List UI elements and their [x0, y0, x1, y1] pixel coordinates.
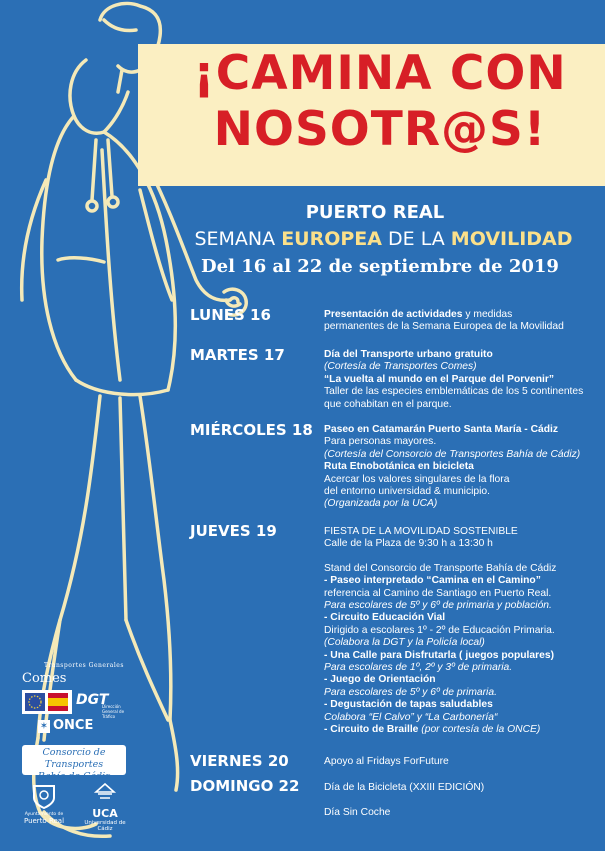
puerto-real-logo	[22, 782, 66, 834]
activity-title: - Juego de Orientación	[324, 674, 436, 686]
activity-note: (por cortesía de la ONCE)	[418, 724, 541, 736]
activity-title: FIESTA DE LA MOVILIDAD SOSTENIBLE	[324, 526, 518, 537]
activity-line: Calle de la Plaza de 9:30 h a 13:30 h	[324, 538, 493, 550]
activity-title: “La vuelta al mundo en el Parque del Porvenir”	[324, 373, 555, 385]
activity-line: Dirigido a escolares 1º - 2º de Educación Primaria.	[324, 624, 555, 636]
uca-logo	[80, 782, 130, 834]
activity-note: (Organizada por la UCA)	[324, 498, 438, 510]
activity-note: Para escolares de 5º y 6º de primaria.	[324, 686, 497, 698]
day-label-lunes: LUNES 16	[190, 306, 271, 324]
consorcio-logo-text: Bahía de Cádiz	[37, 771, 111, 782]
activity-note: Para escolares de 5º y 6º de primaria y población.	[324, 600, 552, 612]
consorcio-logo-text: Consorcio de Transportes	[42, 747, 106, 770]
activity-note: (Colabora la DGT y la Policía local)	[324, 637, 485, 649]
uca-emblem-icon	[92, 782, 118, 804]
day-label-jueves: JUEVES 19	[190, 522, 277, 540]
day-label-martes: MARTES 17	[190, 346, 285, 364]
comes-logo	[22, 660, 132, 690]
day-text-martes	[324, 349, 602, 411]
activity-note: Colabora “El Calvo” y “La Carbonería“	[324, 711, 498, 723]
title-line-2: NOSOTR@S!	[213, 102, 547, 157]
activity-line: permanentes de la Semana Europea de la Movilidad	[324, 321, 564, 333]
dgt-logo: DGT	[76, 692, 109, 708]
day-text-jueves	[324, 526, 602, 737]
comes-logo-text: Transportes Generales	[44, 662, 124, 669]
activity-title: - Paseo interpretado “Camina en el Camino”	[324, 575, 541, 587]
activity-title: Presentación de actividades	[324, 309, 463, 320]
title-line-1: ¡CAMINA CON	[193, 46, 567, 101]
activity-title: - Circuito de Braille	[324, 724, 419, 736]
activity-note: Para escolares de 1º, 2º y 3º de primaria.	[324, 662, 513, 674]
activity-title: - Circuito Educación Vial	[324, 612, 446, 624]
activity-line: y medidas	[462, 309, 513, 320]
activity-title: Ruta Etnobotánica en bicicleta	[324, 461, 474, 473]
event-name	[162, 228, 605, 250]
puerto-real-crest-icon	[30, 782, 58, 810]
once-logo-text: ONCE	[53, 718, 94, 733]
activity-title: Paseo en Catamarán Puerto Santa María - Cádiz	[324, 424, 559, 435]
day-label-miercoles: MIÉRCOLES 18	[190, 421, 313, 439]
uca-logo-subtitle: Universidad de Cádiz	[84, 820, 126, 832]
activity-line: referencia al Camino de Santiago en Puerto Real.	[324, 587, 552, 599]
activity-line: del entorno universidad & municipio.	[324, 486, 490, 498]
once-figure-icon: ✶	[39, 721, 49, 732]
poster-title	[155, 46, 605, 158]
puerto-real-logo-text: Puerto Real	[23, 817, 65, 825]
day-label-viernes: VIERNES 20	[190, 752, 289, 770]
event-name-part: MOVILIDAD	[450, 228, 573, 250]
day-text-miercoles	[324, 424, 602, 511]
uca-logo-text: UCA	[92, 807, 118, 820]
event-name-part: SEMANA	[194, 228, 282, 250]
dgt-subtitle: Dirección General de Tráfico	[102, 704, 125, 719]
activity-note: (Cortesía del Consorcio de Transportes Bahía de Cádiz)	[324, 448, 581, 460]
puerto-real-logo-text: Ayuntamiento de	[24, 812, 64, 817]
activity-title: - Degustación de tapas saludables	[324, 699, 493, 711]
event-dates: Del 16 al 22 de septiembre de 2019	[201, 256, 559, 277]
activity-line: Taller de las especies emblemáticas de los 5 continentes	[324, 386, 584, 398]
activity-note: (Cortesía de Transportes Comes)	[324, 361, 477, 373]
city-heading: PUERTO REAL	[305, 202, 445, 223]
eu-flag-icon	[22, 690, 72, 714]
activity-line: Stand del Consorcio de Transporte Bahía de Cádiz	[324, 562, 557, 574]
government-logos	[22, 690, 132, 719]
activity-line: Día de la Bicicleta	[324, 782, 407, 793]
comes-logo-text: Comes	[22, 671, 67, 686]
event-name-part: DE LA	[382, 228, 451, 250]
activity-title: Día del Transporte urbano gratuito	[324, 349, 493, 360]
activity-line: Acercar los valores singulares de la flora	[324, 473, 510, 485]
consorcio-logo	[22, 745, 126, 782]
day-text-domingo	[324, 782, 602, 820]
activity-line: Día Sin Coche	[324, 807, 391, 819]
day-label-domingo: DOMINGO 22	[190, 777, 300, 795]
activity-title: - Una Calle para Disfrutarla ( juegos populares)	[324, 649, 555, 661]
once-logo	[38, 718, 118, 734]
event-name-part: EUROPEA	[281, 228, 382, 250]
day-text-lunes	[324, 309, 602, 334]
day-text-viernes: Apoyo al Fridays ForFuture	[324, 756, 449, 767]
activity-line: que cohabitan en el parque.	[324, 398, 452, 410]
activity-line: (XXIII EDICIÓN)	[406, 782, 485, 793]
activity-line: Para personas mayores.	[324, 436, 437, 448]
